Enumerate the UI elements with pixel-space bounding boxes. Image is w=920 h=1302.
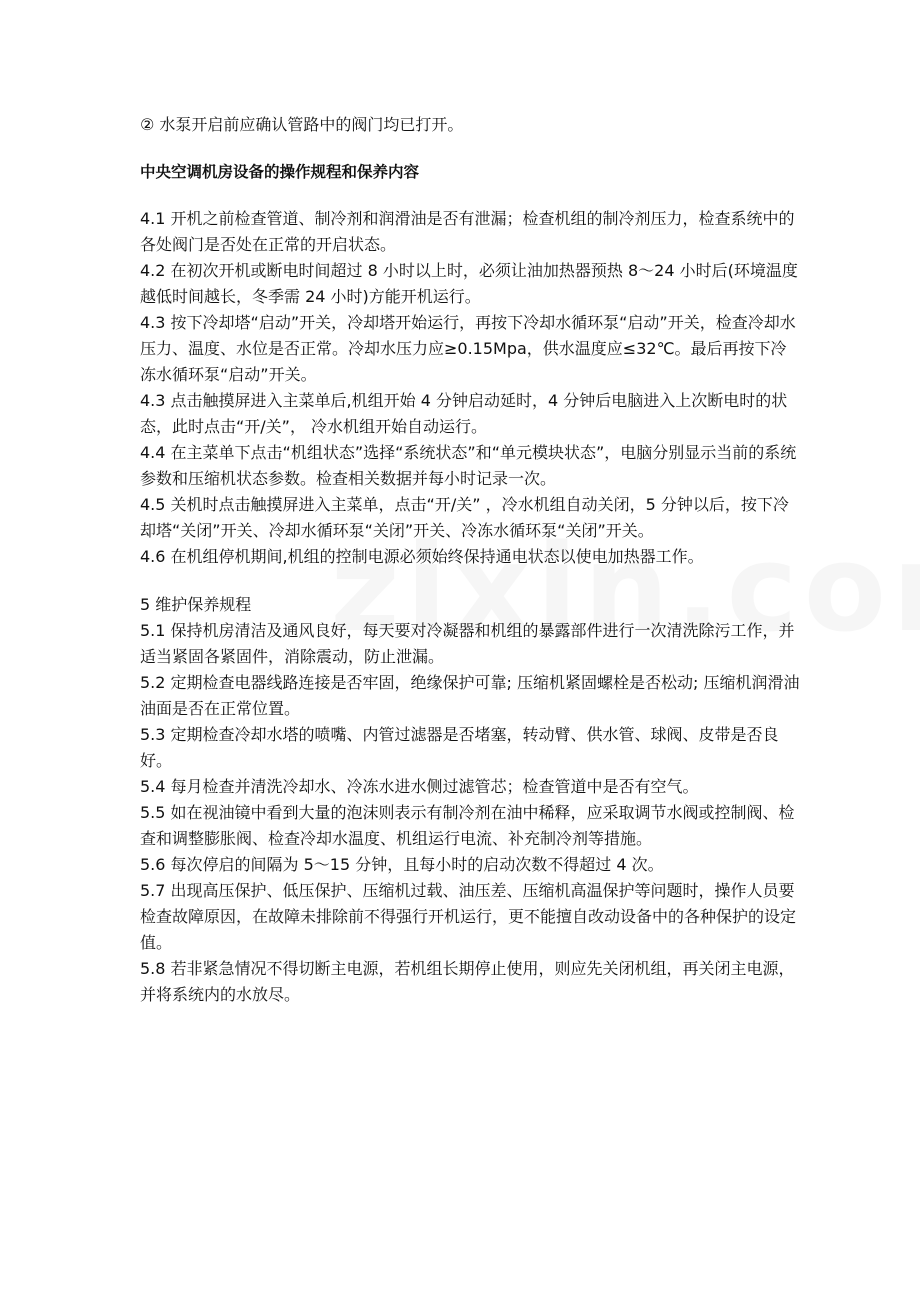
maintenance-item: 5.6 每次停启的间隔为 5～15 分钟，且每小时的启动次数不得超过 4 次。	[140, 855, 664, 874]
maintenance-item: 5.3 定期检查冷却水塔的喷嘴、内管过滤器是否堵塞，转动臂、供水管、球阀、皮带是否良好。	[140, 725, 779, 770]
operation-item: 4.2 在初次开机或断电时间超过 8 小时以上时，必须让油加热器预热 8～24 小时后(环境温度越低时间越长，冬季需 24 小时)方能开机运行。	[140, 261, 798, 306]
operation-item: 4.3 点击触摸屏进入主菜单后,机组开始 4 分钟启动延时，4 分钟后电脑进入上次断电时的状态，此时点击“开/关”， 冷水机组开始自动运行。	[140, 391, 788, 436]
maintenance-section	[140, 592, 800, 1008]
operation-item: 4.1 开机之前检查管道、制冷剂和润滑油是否有泄漏；检查机组的制冷剂压力，检查系统中的各处阀门是否处在正常的开启状态。	[140, 209, 795, 254]
maintenance-item: 5.7 出现高压保护、低压保护、压缩机过载、油压差、压缩机高温保护等问题时，操作人员要检查故障原因，在故障未排除前不得强行开机运行，更不能擅自改动设备中的各种保护的设定值。	[140, 881, 797, 952]
maintenance-item: 5.4 每月检查并清洗冷却水、冷冻水进水侧过滤管芯；检查管道中是否有空气。	[140, 777, 699, 796]
maintenance-item: 5.8 若非紧急情况不得切断主电源，若机组长期停止使用，则应先关闭机组，再关闭主电源，并将系统内的水放尽。	[140, 959, 795, 1004]
operation-item: 4.5 关机时点击触摸屏进入主菜单，点击“开/关” ，冷水机组自动关闭，5 分钟以后，按下冷却塔“关闭”开关、冷却水循环泵“关闭”开关、冷冻水循环泵“关闭”开关。	[140, 495, 789, 540]
maintenance-title: 5 维护保养规程	[140, 595, 252, 614]
operation-item: 4.3 按下冷却塔“启动”开关，冷却塔开始运行，再按下冷却水循环泵“启动”开关，检查冷却水压力、温度、水位是否正常。冷却水压力应≥0.15Mpa，供水温度应≤32℃。最后再按下冷冻水循环泵“启动”开关。	[140, 313, 796, 384]
operation-item: 4.4 在主菜单下点击“机组状态”选择“系统状态”和“单元模块状态”，电脑分别显示当前的系统参数和压缩机状态参数。检查相关数据并每小时记录一次。	[140, 443, 797, 488]
maintenance-item: 5.2 定期检查电器线路连接是否牢固，绝缘保护可靠; 压缩机紧固螺栓是否松动; 压缩机润滑油油面是否在正常位置。	[140, 673, 800, 718]
operation-item: 4.6 在机组停机期间,机组的控制电源必须始终保持通电状态以使电加热器工作。	[140, 547, 704, 566]
section-heading: 中央空调机房设备的操作规程和保养内容	[140, 163, 420, 181]
document-body	[140, 112, 800, 1008]
maintenance-item: 5.5 如在视油镜中看到大量的泡沫则表示有制冷剂在油中稀释，应采取调节水阀或控制阀、检查和调整膨胀阀、检查冷却水温度、机组运行电流、补充制冷剂等措施。	[140, 803, 795, 848]
intro-line: ② 水泵开启前应确认管路中的阀门均已打开。	[140, 115, 464, 134]
operation-list	[140, 206, 800, 570]
maintenance-item: 5.1 保持机房清洁及通风良好，每天要对冷凝器和机组的暴露部件进行一次清洗除污工作，并适当紧固各紧固件，消除震动，防止泄漏。	[140, 621, 795, 666]
